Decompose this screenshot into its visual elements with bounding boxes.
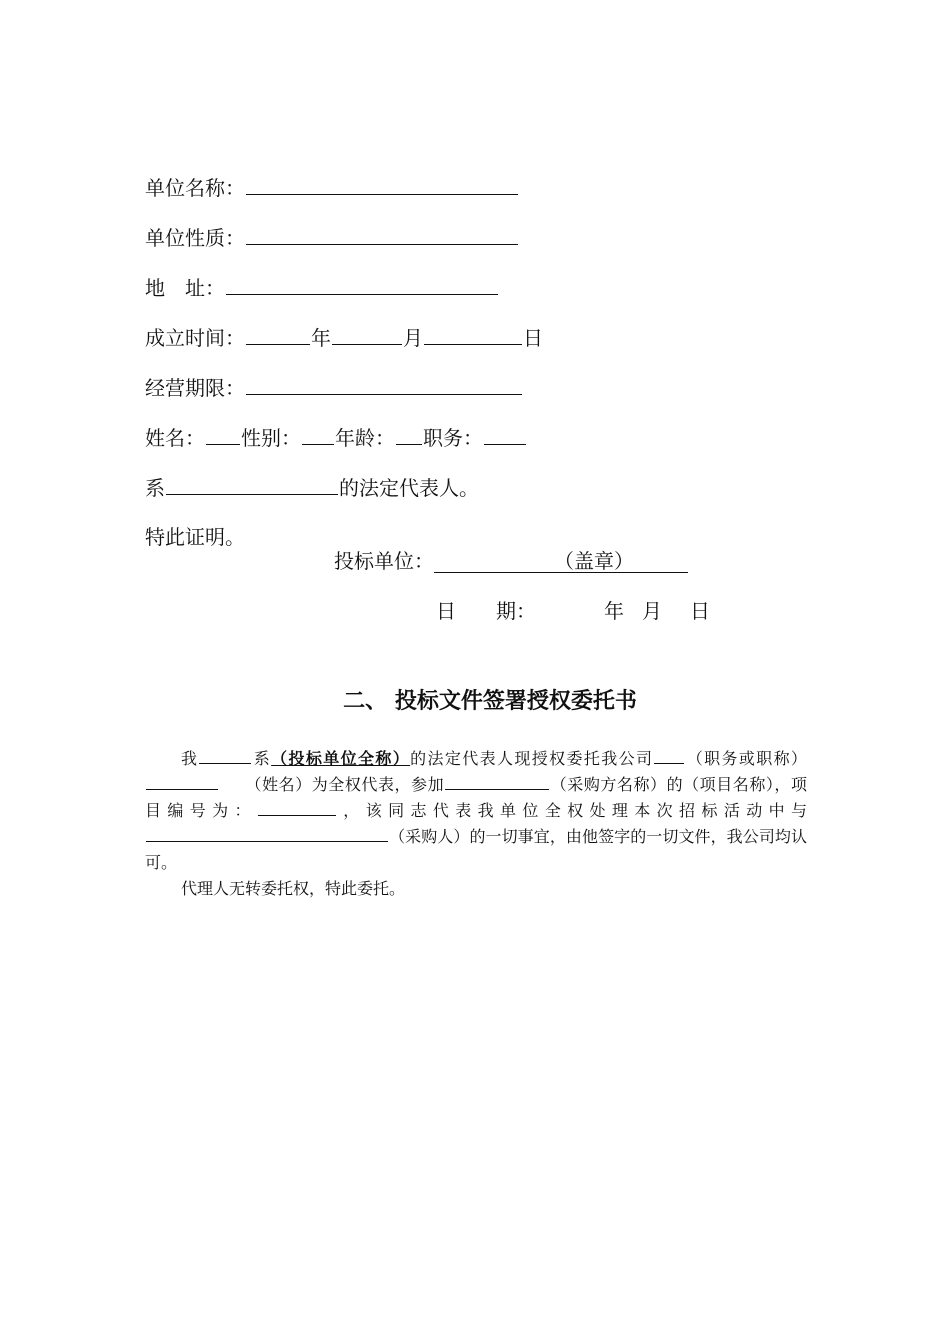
legal-rep-suffix: 的法定代表人。	[339, 476, 479, 500]
position-blank	[484, 424, 526, 445]
title-blank	[654, 747, 684, 764]
address-blank	[226, 274, 498, 295]
certify-row	[145, 524, 245, 550]
project-number-blank	[258, 799, 336, 816]
established-label: 成立时间：	[145, 326, 245, 350]
unit-nature-blank	[246, 224, 518, 245]
person-row	[145, 424, 527, 451]
position-label: 职务：	[423, 426, 483, 450]
bidder-fullname-placeholder: （投标单位全称）	[271, 749, 411, 768]
year-blank	[246, 324, 310, 345]
date-label: 日 期：	[436, 599, 536, 623]
section-title: 二、 投标文件签署授权委托书	[343, 689, 637, 714]
p1-g: （采购方名称）的（项目名称），项目编号为：	[145, 775, 807, 820]
legal-rep-row	[145, 474, 479, 501]
term-label: 经营期限：	[145, 376, 245, 400]
unit-nature-label: 单位性质：	[145, 226, 245, 250]
bidder-row	[334, 548, 688, 574]
date-month: 月	[642, 599, 662, 623]
no-transfer-paragraph: 代理人无转委托权，特此委托。	[181, 879, 406, 898]
p1-d: 的法定代表人现授权委托我公司	[410, 749, 654, 768]
legal-rep-name-blank	[199, 747, 251, 764]
purchaser-name-blank	[146, 825, 388, 842]
seal-text: （盖章）	[554, 549, 634, 573]
p1-a: 我	[181, 749, 199, 768]
authorization-paragraph	[145, 746, 807, 876]
p1-f: （姓名）为全权代表，参加	[245, 775, 445, 794]
unit-nature-row	[145, 224, 519, 251]
term-blank	[246, 374, 522, 395]
month-blank	[332, 324, 402, 345]
date-day: 日	[690, 599, 710, 623]
age-label: 年龄：	[335, 426, 395, 450]
p1-h: ，该同志代表我单位全权处理本次招标活动中与	[336, 801, 807, 820]
purchaser-blank	[445, 773, 549, 790]
name-label: 姓名：	[145, 426, 205, 450]
day-label: 日	[523, 326, 543, 350]
term-row	[145, 374, 523, 401]
company-blank	[166, 474, 338, 495]
address-label: 地 址：	[145, 276, 225, 300]
unit-name-label: 单位名称：	[145, 176, 245, 200]
address-row	[145, 274, 499, 301]
date-row	[436, 598, 710, 624]
unit-name-row	[145, 174, 519, 201]
gender-label: 性别：	[241, 426, 301, 450]
unit-name-blank	[246, 174, 518, 195]
seal-blank	[434, 550, 688, 573]
age-blank	[396, 424, 422, 445]
gender-blank	[302, 424, 334, 445]
p1-b: 系	[252, 749, 272, 768]
bidder-label: 投标单位：	[334, 549, 434, 573]
agent-name-blank	[146, 773, 218, 790]
is-prefix: 系	[145, 476, 165, 500]
date-year: 年	[604, 599, 624, 623]
name-blank	[206, 424, 240, 445]
day-blank	[424, 324, 522, 345]
p1-e: （职务或职称）	[685, 749, 807, 768]
certify-text: 特此证明。	[145, 525, 245, 549]
p1-i: （采购人）的一切事宜，由他签字的一切文件，我公司均认可。	[145, 827, 807, 872]
established-row	[145, 324, 543, 351]
month-label: 月	[403, 326, 423, 350]
year-label: 年	[311, 326, 331, 350]
